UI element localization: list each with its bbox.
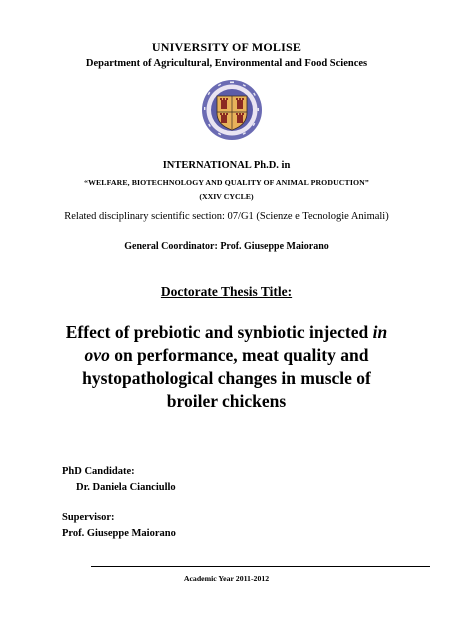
candidate-name: Dr. Daniela Cianciullo: [76, 482, 176, 493]
academic-year: Academic Year 2011-2012: [183, 574, 270, 583]
phd-cycle: (XXIV CYCLE): [199, 192, 254, 201]
department-name: Department of Agricultural, Environmental and Food Sciences: [85, 58, 368, 69]
supervisor-name: Prof. Giuseppe Maiorano: [62, 528, 176, 539]
supervisor-label: Supervisor:: [62, 512, 115, 523]
candidate-label: PhD Candidate:: [62, 466, 135, 477]
footer-divider: [91, 566, 430, 567]
thesis-title-in: in: [372, 322, 388, 342]
disciplinary-section: Related disciplinary scientific section: 07/G1 (Scienze e Tecnologie Animali): [64, 211, 389, 222]
university-seal-icon: [201, 79, 263, 141]
university-name: UNIVERSITY OF MOLISE: [151, 40, 302, 54]
phd-program-title: INTERNATIONAL Ph.D. in: [162, 160, 291, 171]
thesis-title-part2: on performance, meat quality and hystopathological changes in muscle of broiler chickens: [82, 345, 371, 411]
thesis-title-part1: Effect of prebiotic and synbiotic injected: [65, 322, 373, 342]
thesis-title-label: Doctorate Thesis Title:: [160, 284, 293, 299]
thesis-title-ovo: ovo: [84, 345, 110, 365]
general-coordinator: General Coordinator: Prof. Giuseppe Maiorano: [124, 241, 329, 252]
seal-graphic: [201, 79, 263, 141]
thesis-title: [60, 321, 393, 413]
phd-program-name: “WELFARE, BIOTECHNOLOGY AND QUALITY OF ANIMAL PRODUCTION”: [84, 178, 369, 187]
